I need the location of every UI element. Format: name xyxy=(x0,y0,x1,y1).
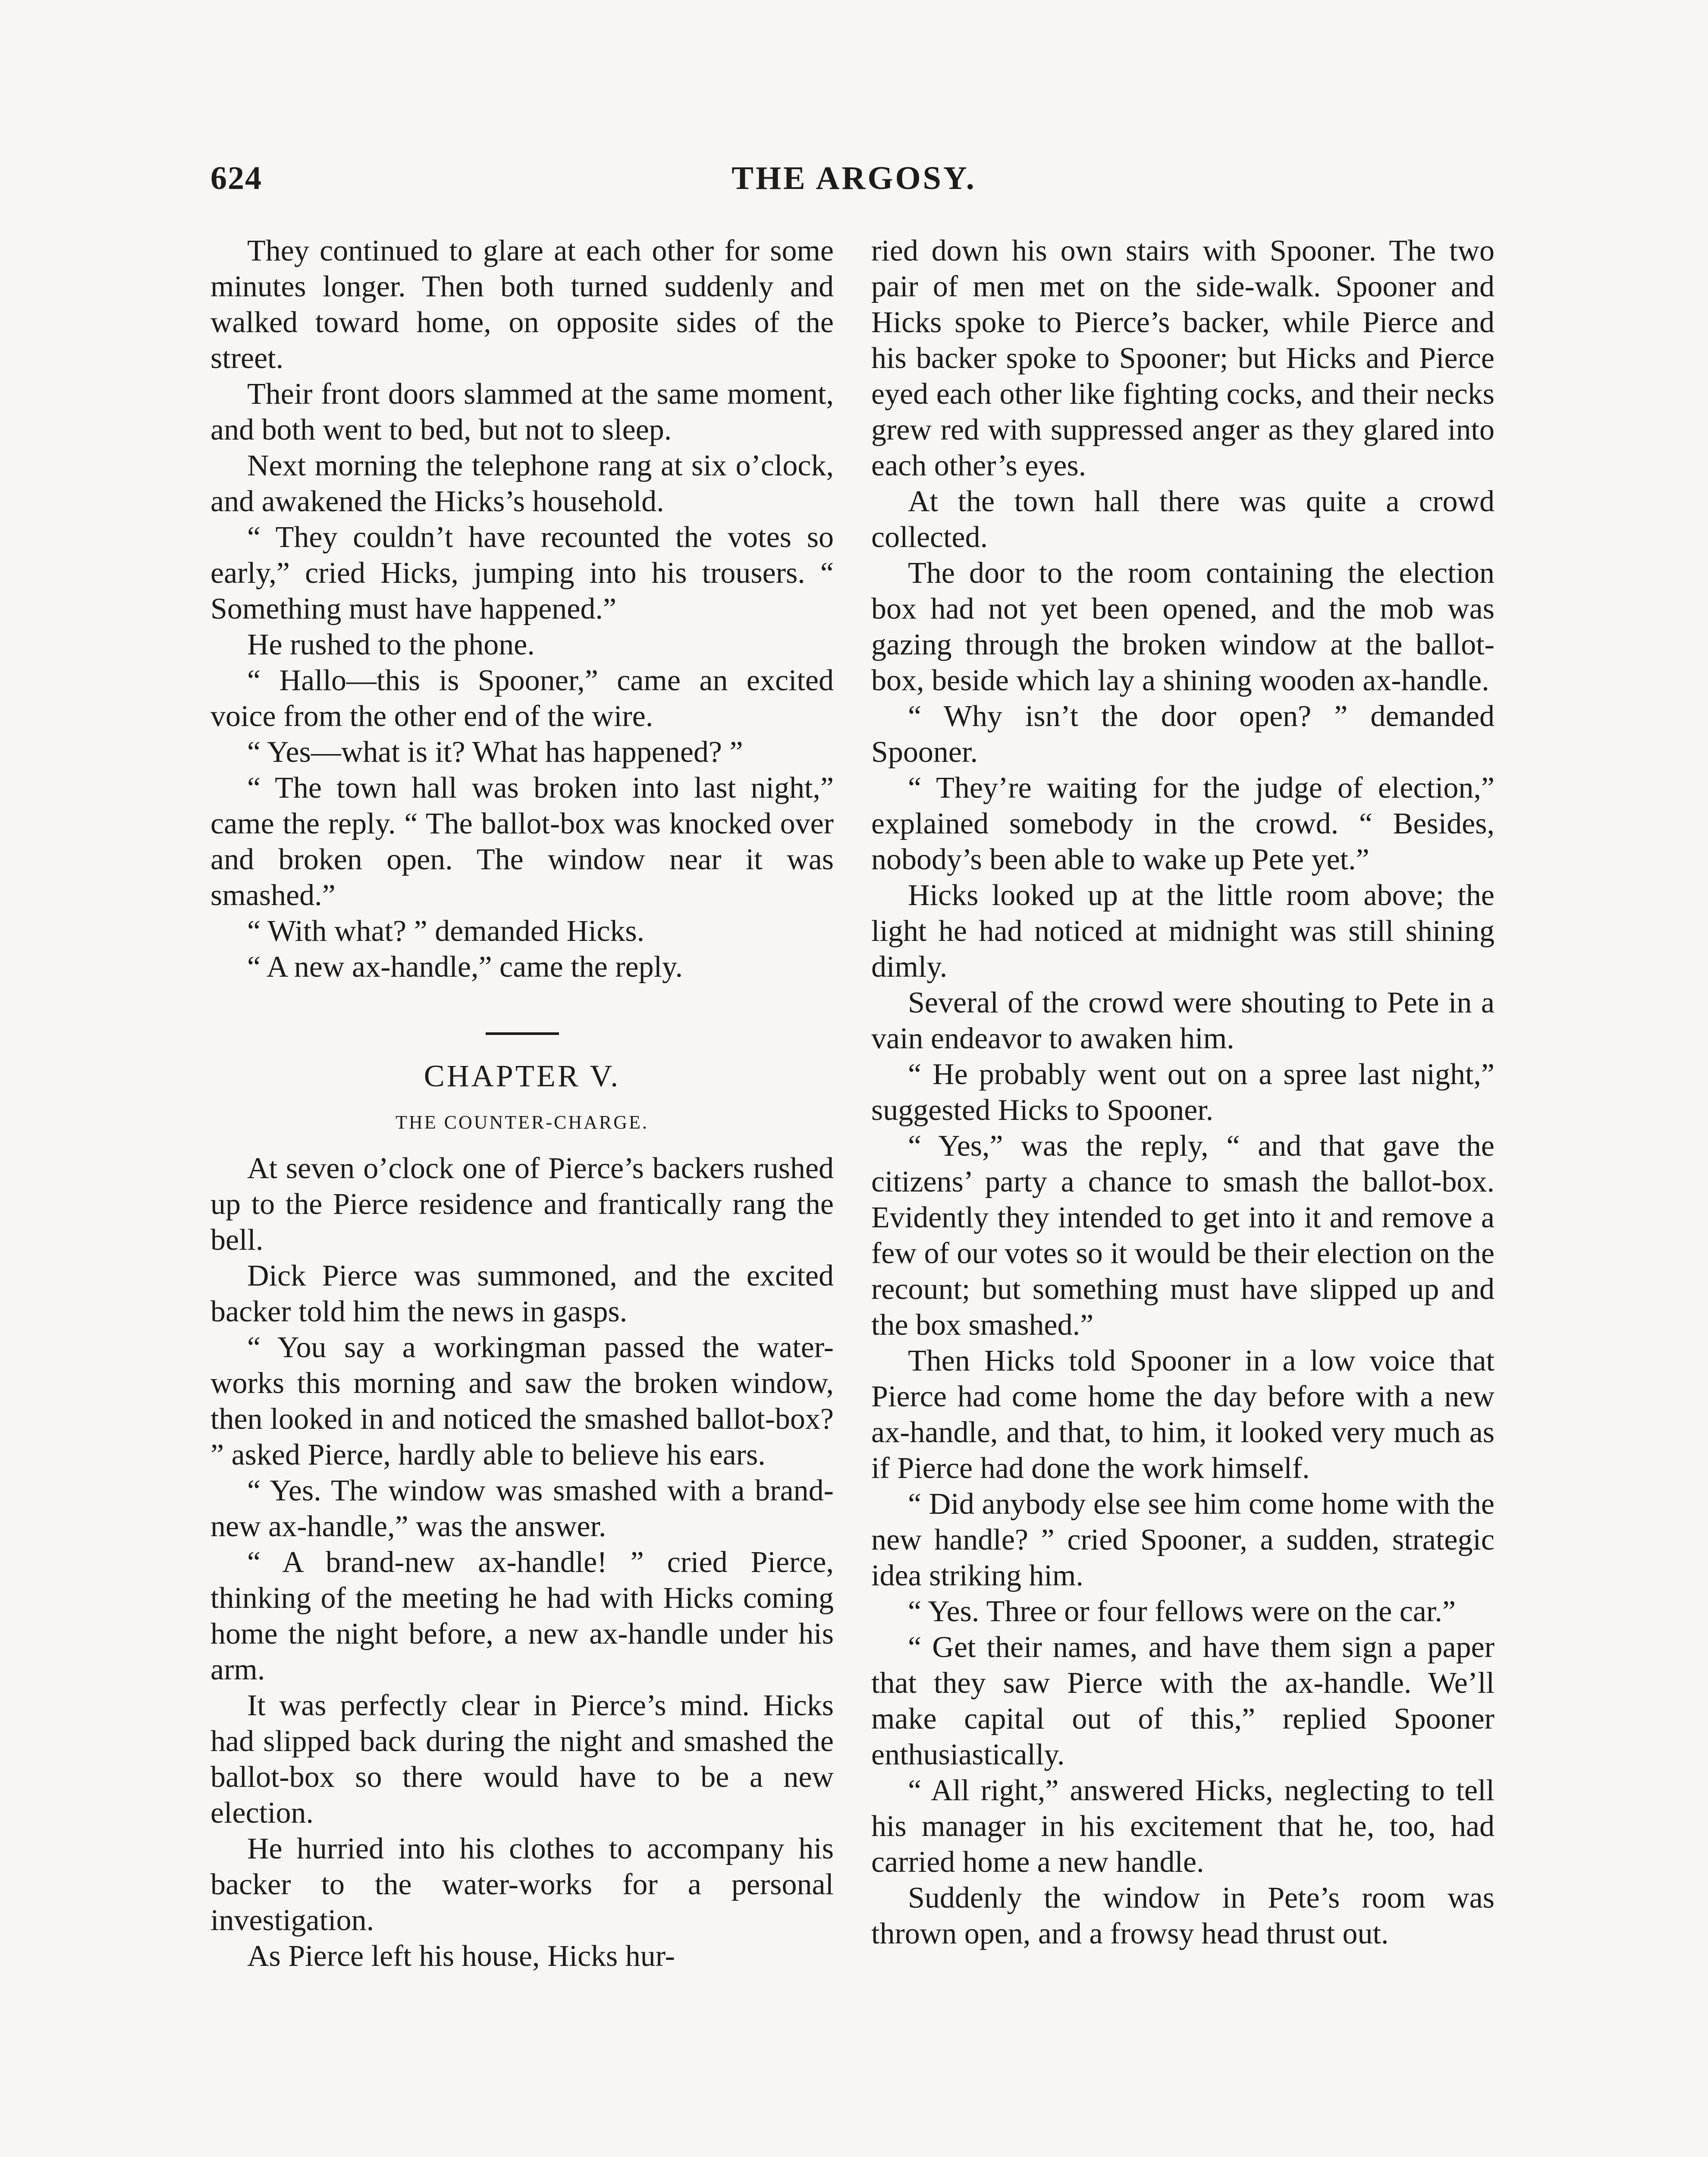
paragraph: “ Get their names, and have them sign a paper that they saw Pierce with the ax-handle. We’ll make capital out of this,” replied Spooner enthusiastically. xyxy=(871,1631,1494,1771)
paragraph: “ Why isn’t the door open? ” demanded Spooner. xyxy=(871,700,1494,769)
paragraph: Dick Pierce was summoned, and the excited backer told him the news in gasps. xyxy=(210,1259,834,1328)
paragraph: “ You say a workingman passed the water-works this morning and saw the broken window, then looked in and noticed the smashed ballot-box? ” asked Pierce, hardly able to believe his ears. xyxy=(210,1331,834,1472)
paragraph: It was perfectly clear in Pierce’s mind. Hicks had slipped back during the night and smashed the ballot-box so there would have to be a new election. xyxy=(210,1689,834,1830)
paragraph: “ A brand-new ax-handle! ” cried Pierce, thinking of the meeting he had with Hicks coming home the night before, a new ax-handle under his arm. xyxy=(210,1546,834,1686)
chapter-subtitle: THE COUNTER-CHARGE. xyxy=(396,1112,649,1133)
paragraph: “ Hallo—this is Spooner,” came an excited voice from the other end of the wire. xyxy=(210,664,834,733)
section-divider xyxy=(486,1032,559,1035)
paragraph: “ Yes,” was the reply, “ and that gave the citizens’ party a chance to smash the ballot-box. Evidently they intended to get into it and remove a few of our votes so it would be their election on the recount; but something must have slipped up and the box smashed.” xyxy=(871,1129,1494,1342)
paragraph: Suddenly the window in Pete’s room was thrown open, and a frowsy head thrust out. xyxy=(871,1881,1494,1950)
paragraph: They continued to glare at each other for some minutes longer. Then both turned suddenly and walked toward home, on opposite sides of the street. xyxy=(210,234,834,375)
right-column xyxy=(871,233,1494,1952)
paragraph: “ Yes—what is it? What has happened? ” xyxy=(247,736,743,769)
paragraph: “ They’re waiting for the judge of election,” explained somebody in the crowd. “ Besides, nobody’s been able to wake up Pete yet.” xyxy=(871,771,1494,876)
paragraph: He rushed to the phone. xyxy=(247,628,535,661)
paragraph: “ The town hall was broken into last night,” came the reply. “ The ballot-box was knocked over and broken open. The window near it was smashed.” xyxy=(210,771,834,912)
paragraph: “ With what? ” demanded Hicks. xyxy=(247,915,645,948)
paragraph: Hicks looked up at the little room above; the light he had noticed at midnight was still shining dimly. xyxy=(871,879,1494,984)
chapter-title: CHAPTER V. xyxy=(424,1059,621,1093)
paragraph: Several of the crowd were shouting to Pete in a vain endeavor to awaken him. xyxy=(871,986,1494,1055)
page-number: 624 xyxy=(210,160,262,196)
paragraph: As Pierce left his house, Hicks hur- xyxy=(247,1940,675,1973)
paragraph: Their front doors slammed at the same moment, and both went to bed, but not to sleep. xyxy=(210,377,834,446)
paragraph: Next morning the telephone rang at six o’clock, and awakened the Hicks’s household. xyxy=(210,449,834,518)
paragraph: ried down his own stairs with Spooner. The two pair of men met on the side-walk. Spooner and Hicks spoke to Pierce’s backer, while Pierce and his backer spoke to Spooner; but Hicks and Pierce eyed each other like fighting cocks, and their necks grew red with suppressed anger as they glared into each other’s eyes. xyxy=(871,234,1494,482)
paragraph: The door to the room containing the election box had not yet been opened, and the mob was gazing through the broken window at the ballot-box, beside which lay a shining wooden ax-handle. xyxy=(871,557,1494,697)
paragraph: “ Yes. The window was smashed with a brand-new ax-handle,” was the answer. xyxy=(210,1474,834,1543)
paragraph: “ Did anybody else see him come home with the new handle? ” cried Spooner, a sudden, strategic idea striking him. xyxy=(871,1487,1494,1592)
paragraph: At seven o’clock one of Pierce’s backers rushed up to the Pierce residence and frantically rang the bell. xyxy=(210,1152,834,1257)
paragraph: “ A new ax-handle,” came the reply. xyxy=(247,950,683,984)
paragraph: “ All right,” answered Hicks, neglecting to tell his manager in his excitement that he, too, had carried home a new handle. xyxy=(871,1774,1494,1879)
paragraph: At the town hall there was quite a crowd collected. xyxy=(871,485,1494,554)
left-column xyxy=(210,233,834,1974)
running-head: THE ARGOSY. xyxy=(732,160,976,196)
paragraph: “ Yes. Three or four fellows were on the car.” xyxy=(908,1595,1456,1628)
paragraph: “ He probably went out on a spree last night,” suggested Hicks to Spooner. xyxy=(871,1058,1494,1127)
paragraph: “ They couldn’t have recounted the votes so early,” cried Hicks, jumping into his trousers. “ Something must have happened.” xyxy=(210,521,834,626)
paragraph: Then Hicks told Spooner in a low voice that Pierce had come home the day before with a new ax-handle, and that, to him, it looked very much as if Pierce had done the work himself. xyxy=(871,1344,1494,1485)
paragraph: He hurried into his clothes to accompany his backer to the water-works for a personal investigation. xyxy=(210,1832,834,1937)
